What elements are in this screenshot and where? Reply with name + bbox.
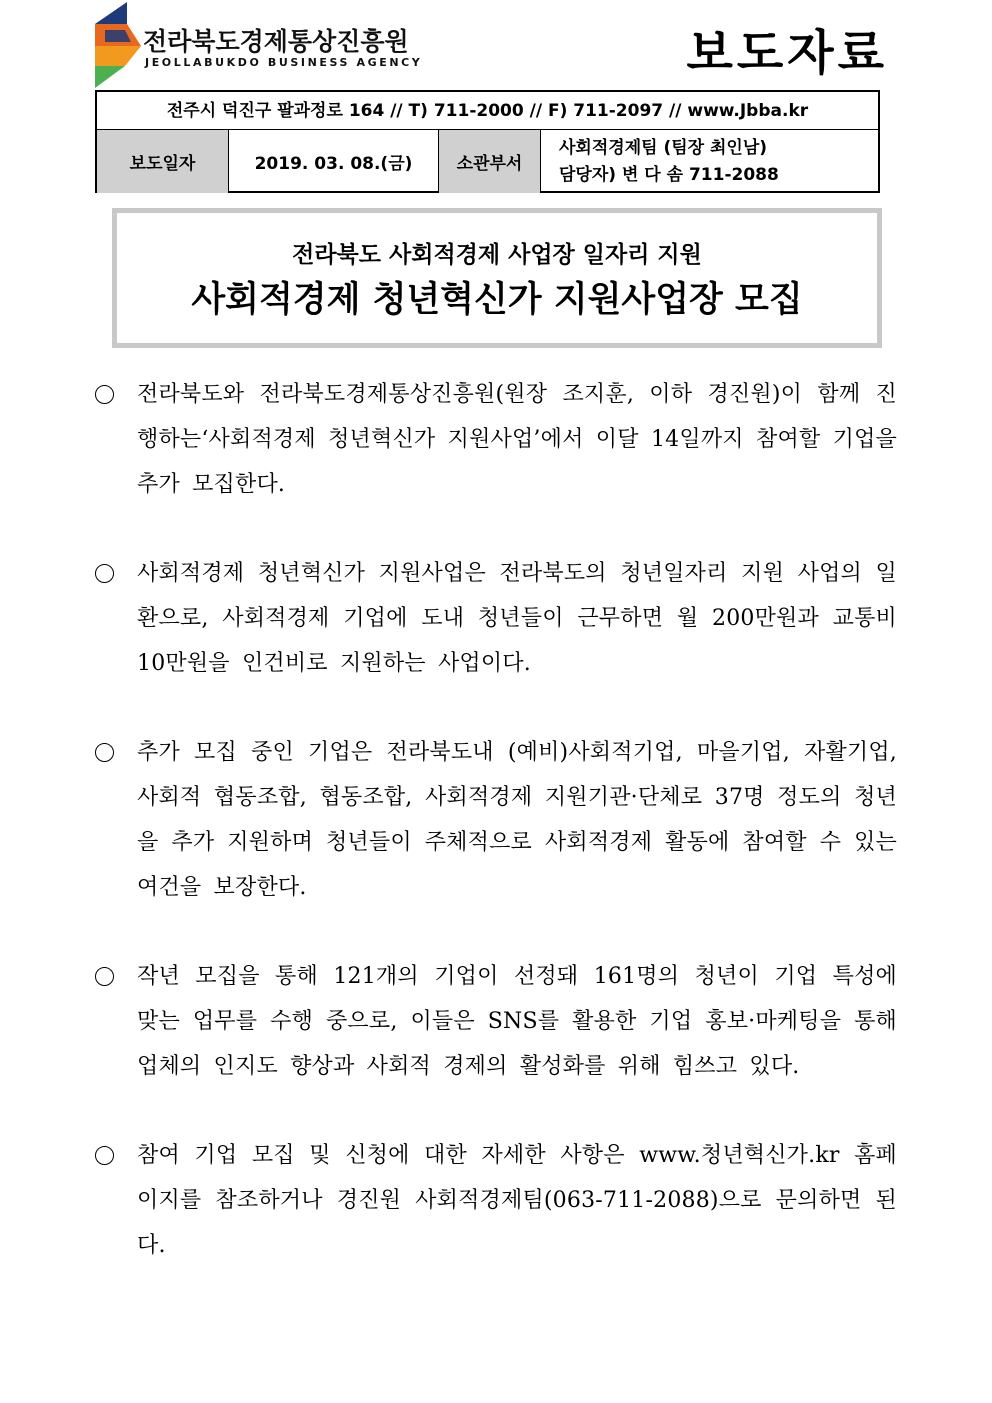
headline-box — [112, 208, 882, 348]
department-contact: 담당자) 변 다 솜 711-2088 — [559, 164, 779, 185]
department-team: 사회적경제팀 (팀장 최인남) — [559, 137, 768, 158]
department-info — [541, 130, 880, 193]
headline-title: 사회적경제 청년혁신가 지원사업장 모집 — [191, 280, 803, 320]
headline-subtitle: 전라북도 사회적경제 사업장 일자리 지원 — [292, 242, 702, 268]
paragraph-text: 사회적경제 청년혁신가 지원사업은 전라북도의 청년일자리 지원 사업의 일환으로, 사회적경제 기업에 도내 청년들이 근무하면 월 200만원과 교통비 10만원을 인건비로 지원하는 사업이다. — [137, 561, 897, 676]
body-paragraph — [95, 954, 897, 1089]
circle-bullet-icon — [95, 551, 119, 596]
contact-address-line: 전주시 덕진구 팔과정로 164 // T) 711-2000 // F) 711-2097 // www.Jbba.kr — [97, 92, 878, 130]
paragraph-text: 추가 모집 중인 기업은 전라북도내 (예비)사회적기업, 마을기업, 자활기업, 사회적 협동조합, 협동조합, 사회적경제 지원기관·단체로 37명 정도의 청년을 추가 지원하며 청년들이 주체적으로 사회적경제 활동에 참여할 수 있는 여건을 보장한다. — [137, 740, 897, 900]
press-body — [95, 372, 897, 1312]
org-name: 전라북도경제통상진흥원 — [143, 27, 409, 56]
org-name-en: JEOLLABUKDO BUSINESS AGENCY — [145, 56, 423, 69]
circle-bullet-icon — [95, 730, 119, 775]
paragraph-text: 전라북도와 전라북도경제통상진흥원(원장 조지훈, 이하 경진원)이 함께 진행하는‘사회적경제 청년혁신가 지원사업’에서 이달 14일까지 참여할 기업을 추가 모집한다. — [137, 382, 897, 497]
circle-bullet-icon — [95, 954, 119, 999]
info-table — [95, 90, 880, 193]
department-label: 소관부서 — [439, 130, 541, 193]
paragraph-text: 참여 기업 모집 및 신청에 대한 자세한 사항은 www.청년혁신가.kr 홈페이지를 참조하거나 경진원 사회적경제팀(063-711-2088)으로 문의하면 된다. — [137, 1143, 897, 1258]
body-paragraph — [95, 1133, 897, 1268]
circle-bullet-icon — [95, 372, 119, 417]
body-paragraph — [95, 551, 897, 686]
date-label: 보도일자 — [97, 130, 229, 193]
org-logo — [95, 2, 423, 88]
body-paragraph — [95, 730, 897, 910]
date-value: 2019. 03. 08.(금) — [229, 130, 439, 193]
body-paragraph — [95, 372, 897, 507]
paragraph-text: 작년 모집을 통해 121개의 기업이 선정돼 161명의 청년이 기업 특성에 맞는 업무를 수행 중으로, 이들은 SNS를 활용한 기업 홍보·마케팅을 통해 업체의 인지도 향상과 사회적 경제의 활성화를 위해 힘쓰고 있다. — [137, 964, 897, 1079]
org-logo-mark-icon — [95, 2, 141, 88]
document-type-title: 보도자료 — [686, 25, 888, 81]
circle-bullet-icon — [95, 1133, 119, 1178]
